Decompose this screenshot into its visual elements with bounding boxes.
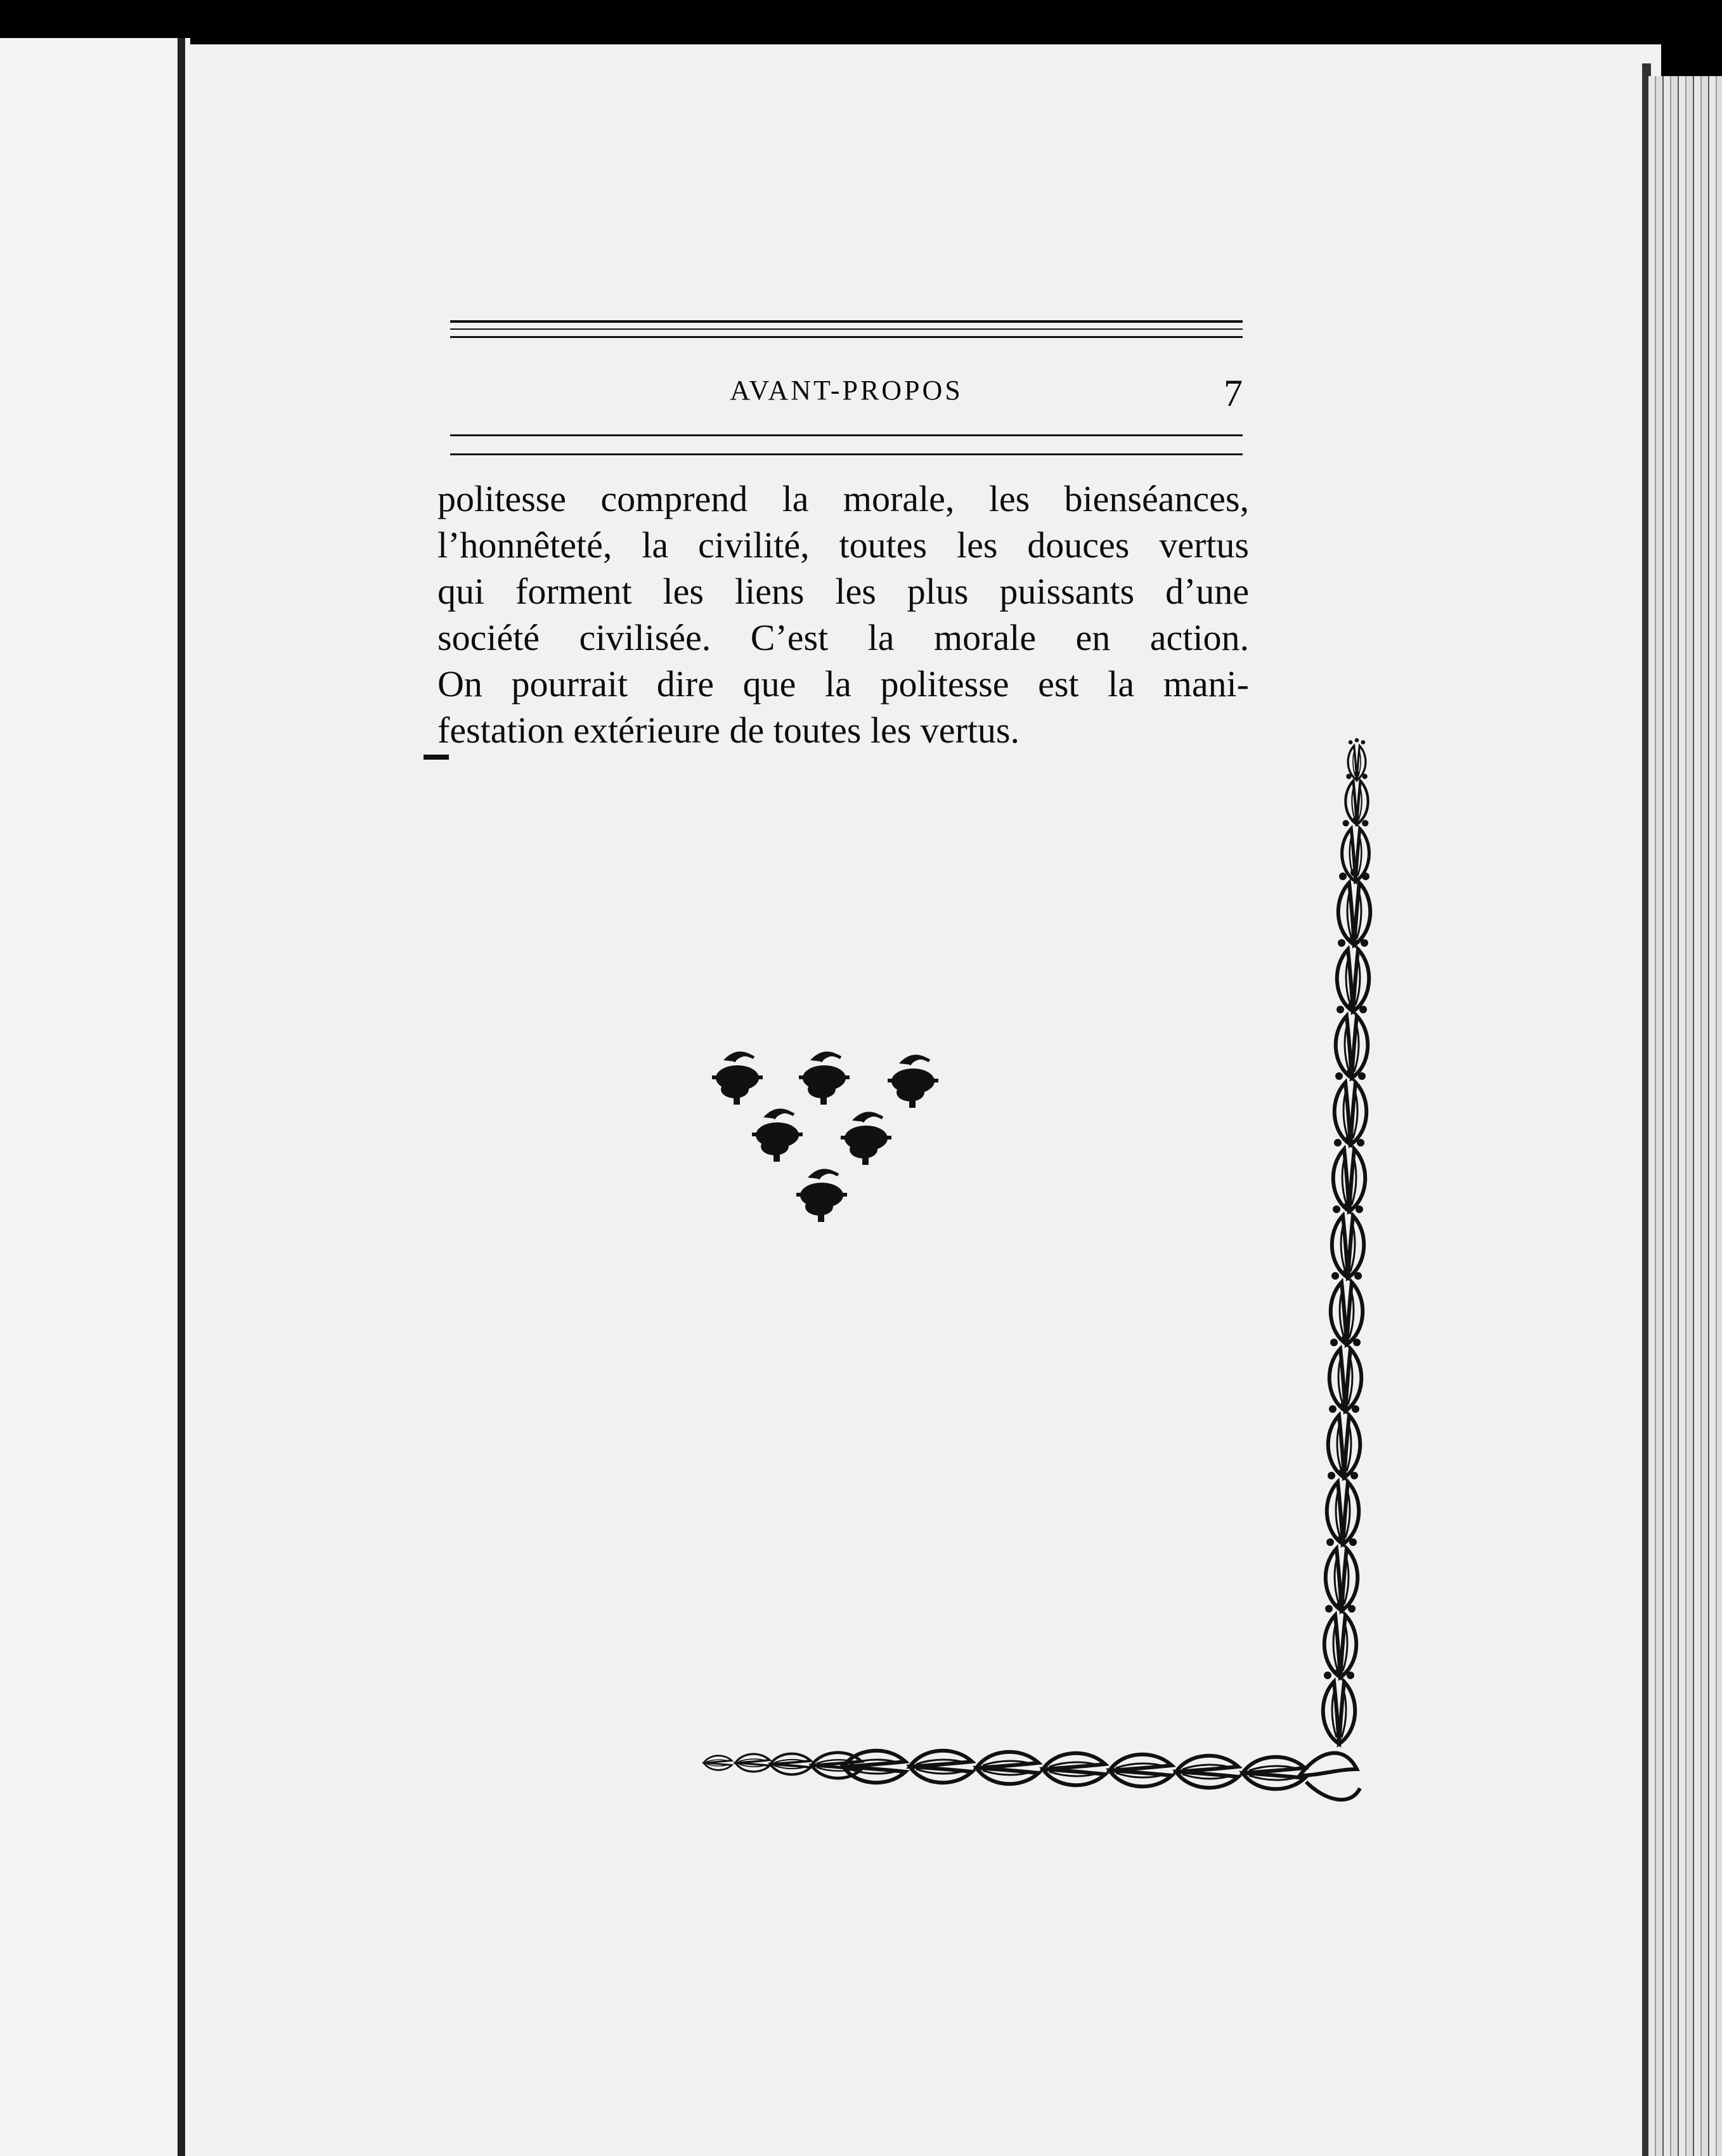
text-line: On pourrait dire que la politesse est la mani- xyxy=(437,663,1249,705)
fleuron-mark xyxy=(712,1051,763,1105)
page-number: 7 xyxy=(1224,372,1243,414)
fleuron-mark xyxy=(888,1055,938,1108)
laurel-vertical-branch xyxy=(1323,738,1370,1744)
laurel-horizontal-branch xyxy=(704,1751,1360,1800)
text-line: société civilisée. C’est la morale en action. xyxy=(437,617,1249,658)
running-title: AVANT-PROPOS xyxy=(730,375,963,406)
fleuron-mark xyxy=(752,1108,803,1162)
cul-de-lampe-icon xyxy=(712,1051,938,1222)
text-line: festation extérieure de toutes les vertus. xyxy=(437,710,1020,751)
fleuron-mark xyxy=(799,1051,850,1105)
fleuron-mark xyxy=(841,1112,891,1165)
laurel-corner-border-icon xyxy=(704,738,1370,1800)
text-line: qui forment les liens les plus puissants d’une xyxy=(437,571,1249,612)
fleuron-mark xyxy=(796,1169,847,1222)
text-line: l’honnêteté, la civilité, toutes les douces vertus xyxy=(437,524,1249,566)
text-line: politesse comprend la morale, les bienséances, xyxy=(437,478,1249,519)
